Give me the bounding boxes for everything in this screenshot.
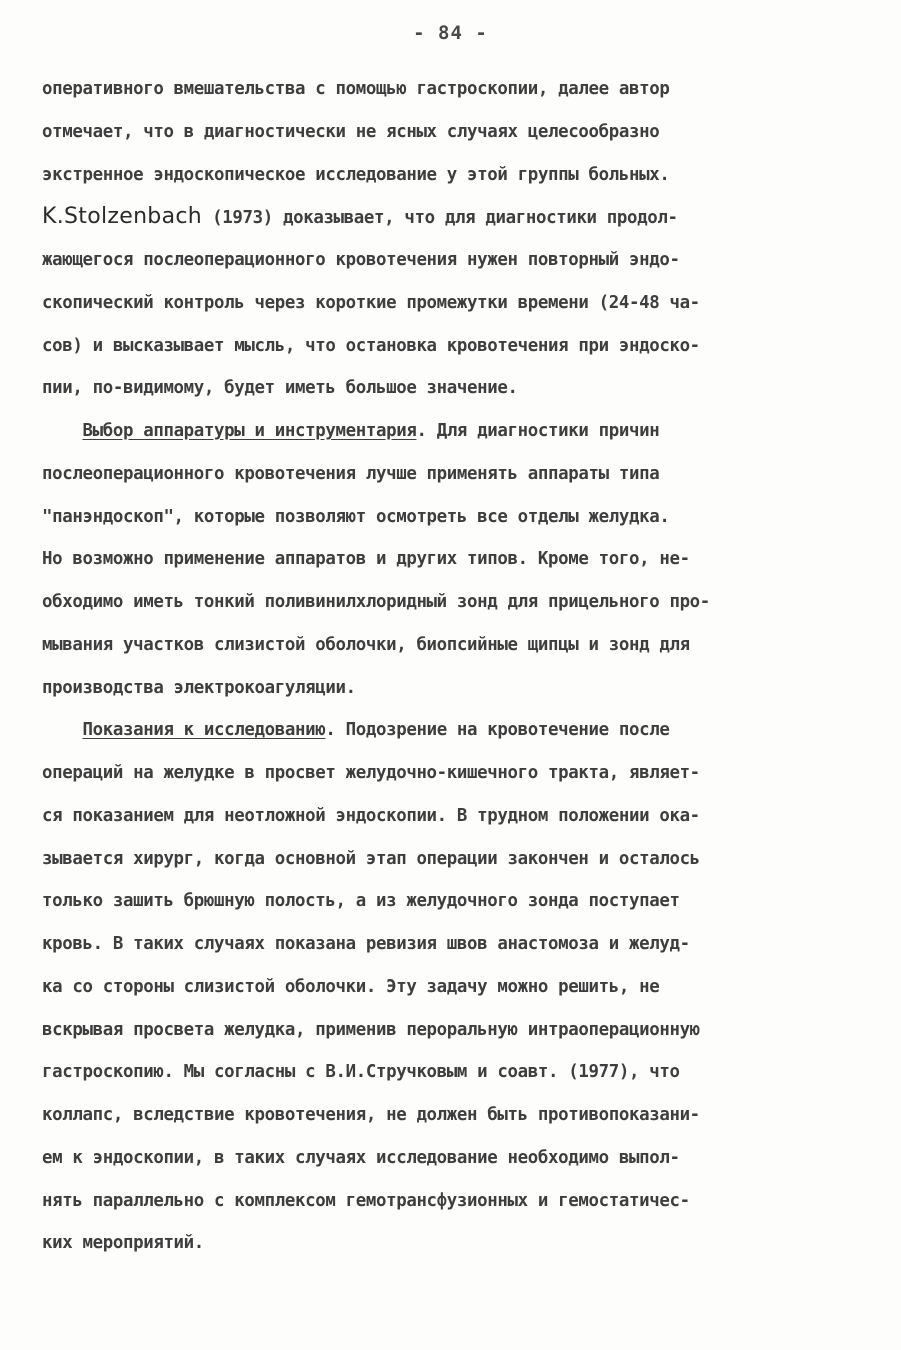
line-text: Но возможно применение аппаратов и других типов. Кроме того, не- (42, 549, 690, 570)
text-line (42, 633, 690, 657)
text-line (42, 1060, 680, 1084)
line-text: ем к эндоскопии, в таких случаях исследование необходимо выпол- (42, 1147, 680, 1168)
text-line (42, 334, 700, 358)
text-line (42, 291, 700, 315)
text-line (42, 1146, 680, 1170)
line-text: "панэндоскоп", которые позволяют осмотреть все отделы желудка. (42, 506, 670, 527)
line-text: гастроскопию. Мы согласны с В.И.Стручковым и соавт. (1977), что (42, 1062, 680, 1083)
line-text: ких мероприятий. (42, 1233, 204, 1254)
line-text: отмечает, что в диагностически не ясных случаях целесообразно (42, 121, 660, 142)
line-text: зывается хирург, когда основной этап операции закончен и осталось (42, 848, 700, 869)
line-text: нять параллельно с комплексом гемотрансфузионных и гемостатичес- (42, 1190, 690, 1211)
line-text (42, 720, 82, 740)
text-line (42, 248, 680, 272)
text-line (42, 1103, 700, 1127)
line-text: производства электрокоагуляции. (42, 677, 356, 698)
line-text: кровь. В таких случаях показана ревизия швов анастомоза и желуд- (42, 934, 690, 954)
text-line (42, 462, 659, 486)
text-line (42, 120, 659, 144)
line-text: (1973) доказывает, что для диагностики продол- (202, 208, 678, 229)
text-line (42, 1189, 690, 1213)
text-line (42, 77, 669, 101)
line-text: вскрывая просвета желудка, применив пероральную интраоперационную (42, 1019, 700, 1040)
text-line (42, 718, 669, 742)
text-line (42, 804, 700, 828)
line-text: обходимо иметь тонкий поливинилхлоридный зонд для прицельного про- (42, 592, 710, 612)
text-line (42, 376, 518, 400)
text-line (42, 761, 700, 785)
text-line (42, 975, 659, 999)
line-text: пии, по-видимому, будет иметь большое значение. (42, 378, 518, 399)
handwritten-author-name: K.Stolzenbach (42, 204, 202, 230)
text-line (42, 889, 680, 913)
line-text: скопический контроль через короткие промежутки времени (24-48 ча- (42, 292, 700, 313)
text-line (42, 547, 690, 571)
line-text: коллапс, вследствие кровотечения, не должен быть противопоказани- (42, 1105, 700, 1125)
text-line (42, 205, 678, 230)
line-text: только зашить брюшную полость, а из желудочного зонда поступает (42, 891, 680, 912)
line-text: . Подозрение на кровотечение после (325, 720, 670, 741)
line-text: жающегося послеоперационного кровотечения нужен повторный эндо- (42, 250, 680, 270)
line-text: ся показанием для неотложной эндоскопии. В трудном положении ока- (42, 805, 700, 826)
line-text (42, 421, 82, 441)
text-line (42, 163, 669, 187)
text-line (42, 505, 669, 529)
text-line (42, 1018, 700, 1042)
text-line (42, 419, 659, 443)
line-text: экстренное эндоскопическое исследование у этой группы больных. (42, 164, 670, 185)
line-text: . Для диагностики причин (416, 421, 660, 441)
line-text: ка со стороны слизистой оболочки. Эту задачу можно решить, не (42, 976, 660, 997)
section-heading: Выбор аппаратуры и инструментария (82, 421, 417, 441)
text-line (42, 847, 700, 871)
text-line (42, 676, 356, 700)
text-line (42, 1231, 204, 1255)
line-text: послеоперационного кровотечения лучше применять аппараты типа (42, 463, 660, 484)
line-text: сов) и высказывает мысль, что остановка кровотечения при эндоско- (42, 335, 700, 356)
page-number: - 84 - (413, 22, 488, 44)
line-text: оперативного вмешательства с помощью гастроскопии, далее автор (42, 79, 670, 99)
section-heading: Показания к исследованию (82, 720, 326, 741)
line-text: мывания участков слизистой оболочки, биопсийные щипцы и зонд для (42, 634, 690, 655)
text-line (42, 590, 710, 614)
text-line (42, 932, 690, 956)
line-text: операций на желудке в просвет желудочно-кишечного тракта, являет- (42, 763, 700, 783)
